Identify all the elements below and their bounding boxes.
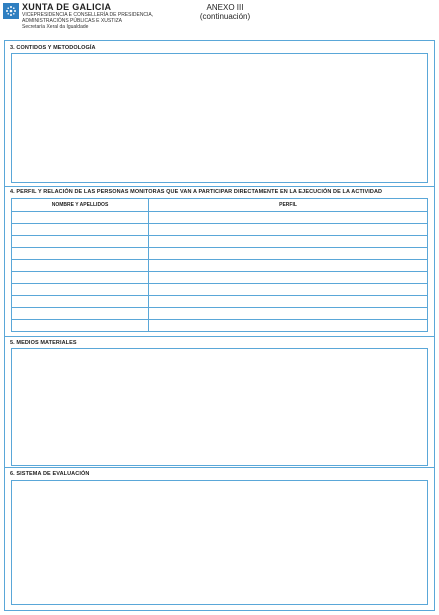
- organization-name: XUNTA DE GALICIA: [22, 2, 112, 12]
- organization-block: [22, 2, 153, 30]
- department-line: VICEPRESIDENCIA E CONSELLERÍA DE PRESIDENCIA,: [22, 12, 154, 18]
- staff-table: [11, 198, 428, 332]
- page-header: [0, 0, 439, 38]
- name-cell[interactable]: [12, 320, 149, 332]
- section-divider: [4, 467, 435, 468]
- table-row: [12, 248, 428, 260]
- contents-textarea[interactable]: [11, 53, 428, 183]
- name-cell[interactable]: [12, 212, 149, 224]
- profile-cell[interactable]: [149, 248, 428, 260]
- section-title-materials: 5. MEDIOS MATERIALES: [10, 340, 77, 346]
- department-line: ADMINISTRACIÓNS PÚBLICAS E XUSTIZA: [22, 18, 123, 24]
- table-row: [12, 296, 428, 308]
- profile-cell[interactable]: [149, 284, 428, 296]
- profile-cell[interactable]: [149, 260, 428, 272]
- name-cell[interactable]: [12, 296, 149, 308]
- column-header-profile: PERFIL: [149, 199, 428, 212]
- xunta-emblem-icon: [3, 3, 19, 19]
- table-row: [12, 308, 428, 320]
- table-row: [12, 284, 428, 296]
- section-divider: [4, 186, 435, 187]
- table-row: [12, 212, 428, 224]
- table-row: [12, 236, 428, 248]
- profile-cell[interactable]: [149, 212, 428, 224]
- evaluation-textarea[interactable]: [11, 480, 428, 605]
- profile-cell[interactable]: [149, 272, 428, 284]
- section-title-contents: 3. CONTIDOS Y METODOLOGÍA: [10, 45, 96, 51]
- materials-textarea[interactable]: [11, 348, 428, 466]
- profile-cell[interactable]: [149, 320, 428, 332]
- annex-heading: [185, 3, 265, 21]
- name-cell[interactable]: [12, 260, 149, 272]
- profile-cell[interactable]: [149, 296, 428, 308]
- table-row: [12, 224, 428, 236]
- name-cell[interactable]: [12, 236, 149, 248]
- name-cell[interactable]: [12, 284, 149, 296]
- annex-subtitle: (continuación): [199, 12, 251, 21]
- section-title-evaluation: 6. SISTEMA DE EVALUACIÓN: [10, 471, 90, 477]
- section-divider: [4, 336, 435, 337]
- section-title-staff: 4. PERFIL Y RELACIÓN DE LAS PERSONAS MONITORAS QUE VAN A PARTICIPAR DIRECTAMENTE EN LA EJECUCIÓN DE LA ACTIVIDAD: [10, 189, 383, 195]
- name-cell[interactable]: [12, 308, 149, 320]
- annex-title: ANEXO III: [206, 3, 244, 12]
- table-header-row: [12, 199, 428, 212]
- profile-cell[interactable]: [149, 308, 428, 320]
- profile-cell[interactable]: [149, 236, 428, 248]
- table-row: [12, 260, 428, 272]
- department-line: Secretaría Xeral da Igualdade: [22, 24, 89, 30]
- name-cell[interactable]: [12, 224, 149, 236]
- name-cell[interactable]: [12, 272, 149, 284]
- column-header-name: NOMBRE Y APELLIDOS: [12, 199, 149, 212]
- name-cell[interactable]: [12, 248, 149, 260]
- table-row: [12, 272, 428, 284]
- profile-cell[interactable]: [149, 224, 428, 236]
- table-row: [12, 320, 428, 332]
